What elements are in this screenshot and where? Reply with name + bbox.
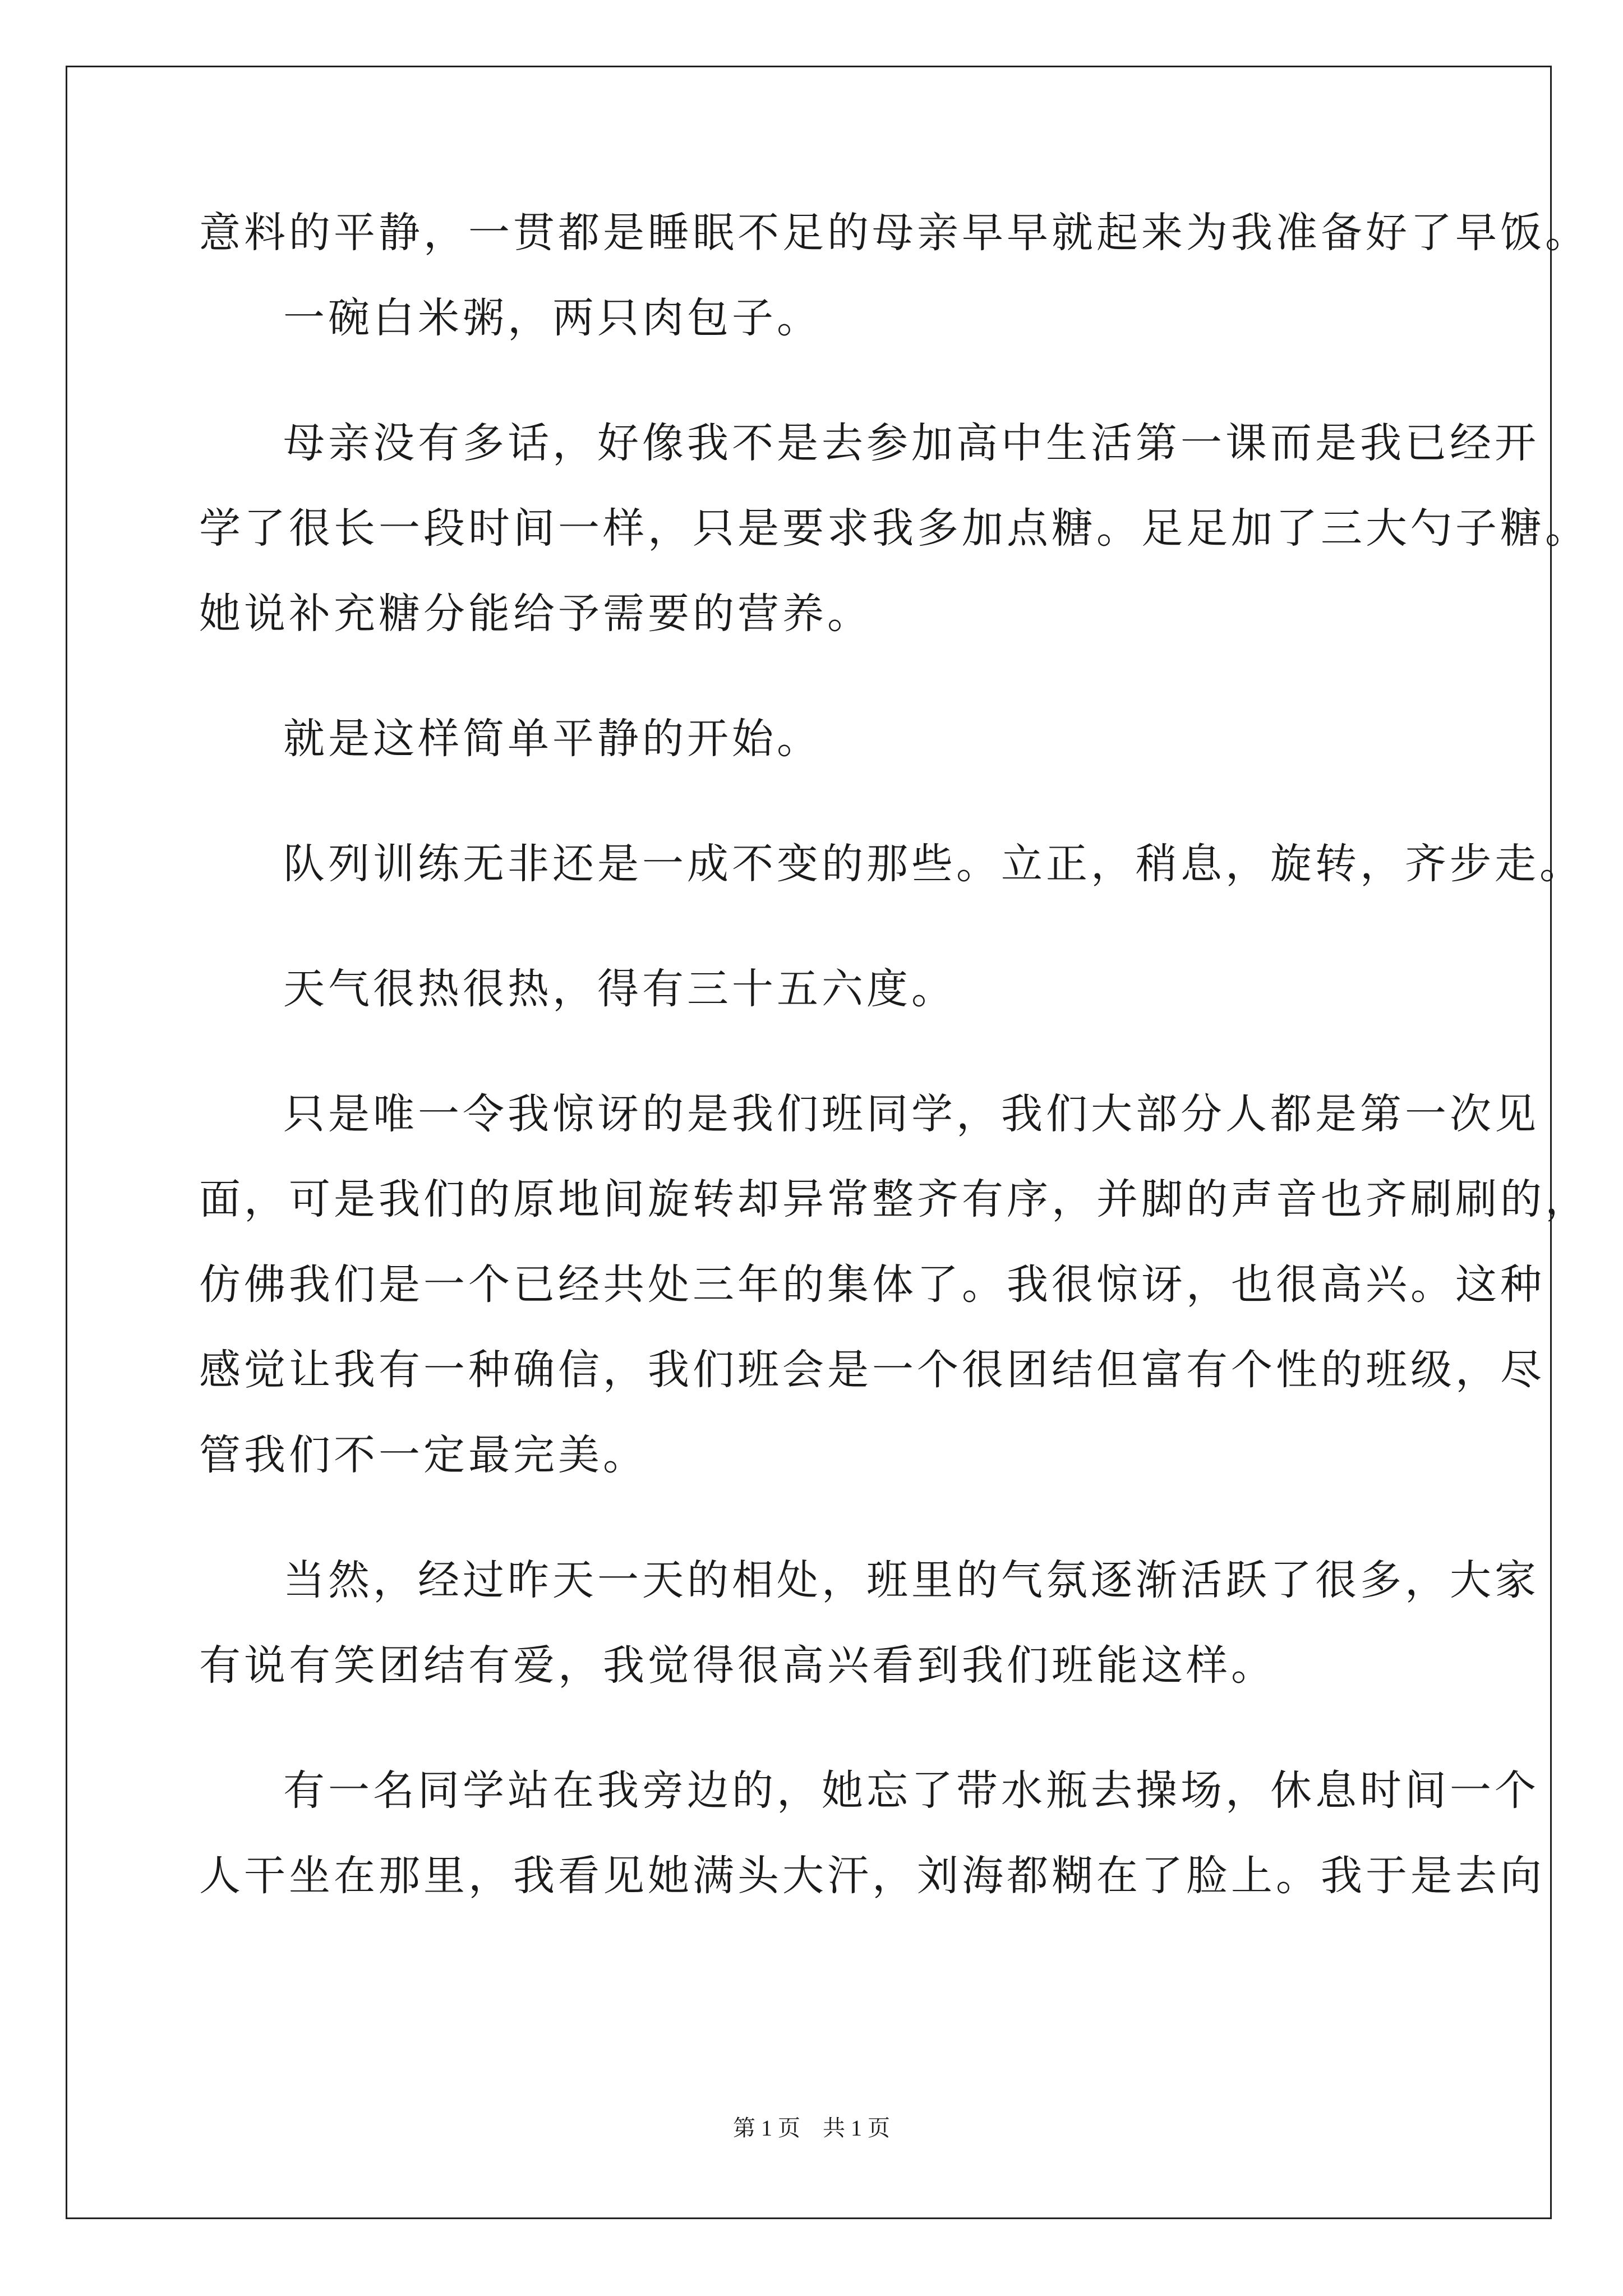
text-line: 意料的平静，一贯都是睡眠不足的母亲早早就起来为我准备好了早饭。: [199, 209, 1590, 257]
page-footer: 第 1 页 共 1 页: [733, 2115, 890, 2141]
text-line: 面，可是我们的原地间旋转却异常整齐有序，并脚的声音也齐刷刷的，: [199, 1175, 1590, 1223]
text-line: 有说有笑团结有爱，我觉得很高兴看到我们班能这样。: [199, 1641, 1276, 1690]
text-line: 仿佛我们是一个已经共处三年的集体了。我很惊讶，也很高兴。这种: [199, 1260, 1545, 1309]
text-line: 母亲没有多话，好像我不是去参加高中生活第一课而是我已经开: [283, 419, 1539, 467]
text-line: 管我们不一定最完美。: [199, 1431, 648, 1479]
text-line: 队列训练无非还是一成不变的那些。立正，稍息，旋转，齐步走。: [283, 840, 1584, 888]
text-line: 只是唯一令我惊讶的是我们班同学，我们大部分人都是第一次见: [283, 1090, 1539, 1138]
text-line: 就是这样简单平静的开始。: [283, 715, 822, 763]
text-line: 一碗白米粥，两只肉包子。: [283, 294, 822, 342]
text-line: 感觉让我有一种确信，我们班会是一个很团结但富有个性的班级，尽: [199, 1346, 1545, 1394]
text-line: 当然，经过昨天一天的相处，班里的气氛逐渐活跃了很多，大家: [283, 1556, 1539, 1604]
text-line: 有一名同学站在我旁边的，她忘了带水瓶去操场，休息时间一个: [283, 1766, 1539, 1815]
text-line: 天气很热很热，得有三十五六度。: [283, 965, 956, 1013]
text-line: 人干坐在那里，我看见她满头大汗，刘海都糊在了脸上。我于是去向: [199, 1852, 1545, 1900]
text-line: 她说补充糖分能给予需要的营养。: [199, 590, 872, 638]
text-line: 学了很长一段时间一样，只是要求我多加点糖。足足加了三大勺子糖。: [199, 504, 1590, 553]
